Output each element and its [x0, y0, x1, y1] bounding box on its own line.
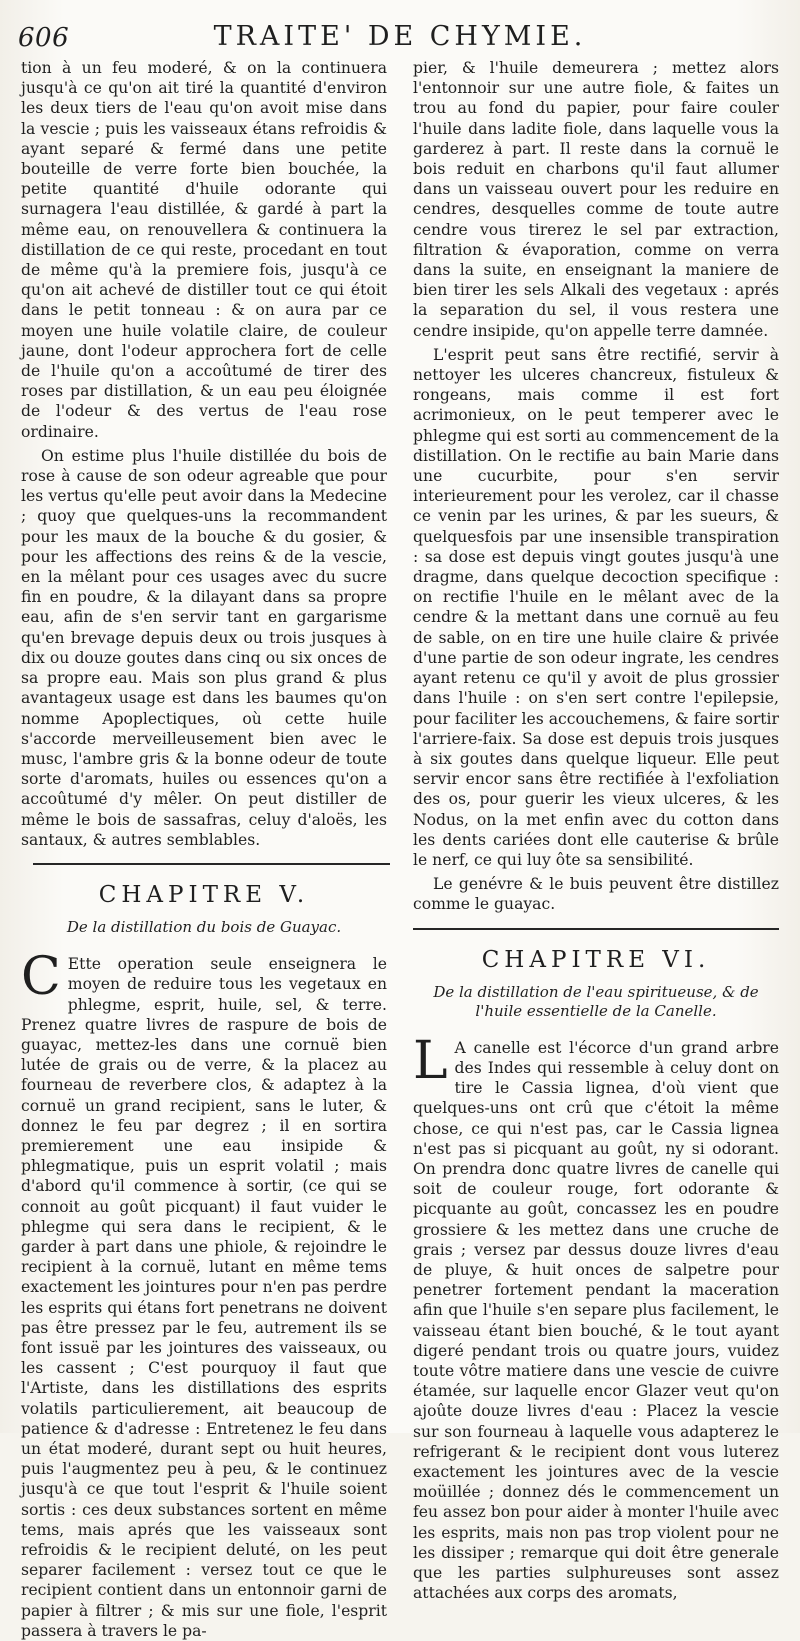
chapter-vi-subtitle: De la distillation de l'eau spiritueuse, & de l'huile essentielle de la Canelle.	[433, 982, 759, 1020]
chapter-v-subtitle: De la distillation du bois de Guayac.	[66, 918, 342, 937]
chapter-vi-text	[413, 1030, 779, 1604]
page-number: 606	[18, 23, 70, 53]
chapter-vi-paragraph: A canelle est l'écorce d'un grand arbre des Indes qui ressemble à celuy dont on tire le Cassia lignea, d'où vient que quelques-uns ont crû que c'étoit la même chose, ce qui n'est pas, car le Cassia lignea n'est pas si picquant au goût, ny si odorant. On prendra donc quatre livres de canelle qui soit de couleur rouge, fort odorante & picquante au goût, concassez les en poudre grossiere & les mettez dans une cruche de grais ; versez par dessus douze livres d'eau de pluye, & huit onces de salpetre pour penetrer fortement pendant la maceration afin que l'huile s'en separe plus facilement, le vaisseau étant bien bouché, & le tout ayant digeré pendant trois ou quatre jours, vuidez toute vôtre matiere dans une vescie de cuivre étamée, sur laquelle encor Glazer veut qu'on ajoûte douze livres d'eau : Placez la vescie sur son fourneau à laquelle vous adapterez le refrigerant & le recipient dont vous luterez exactement les jointures avec de la vescie moüillée ; donnez dés le commencement un feu assez bon pour aider à monter l'huile avec les esprits, mais non pas trop violent pour ne les dissiper ; remarque qui doit être generale que les parties sulphureuses sont assez attachées aux corps des aromats,	[413, 1038, 779, 1603]
dropcap-c: C	[21, 947, 61, 1008]
running-title: TRAITE' DE CHYMIE.	[213, 21, 587, 52]
left-column	[21, 58, 387, 1641]
chapter-v-title: CHAPITRE V.	[98, 881, 310, 908]
right-paragraph-3: Le genévre & le buis peuvent être distillez comme le guayac.	[413, 875, 779, 914]
chapter-rule-right	[413, 928, 779, 930]
right-paragraph-2: L'esprit peut sans être rectifié, servir à nettoyer les ulceres chancreux, fistuleux & rongeans, mais comme il est fort acrimonieux, on le peut temperer avec le phlegme qui est sorti au commencement de la distillation. On le rectifie au bain Marie dans une cucurbite, pour s'en servir interieurement pour les verolez, car il chasse ce venin par les urines, & par les sueurs, & quelquesfois par une insensible transpiration : sa dose est depuis vingt goutes jusqu'à une dragme, dans quelque decoction specifique : on rectifie l'huile en le mêlant avec de la cendre & la mettant dans une cornuë au feu de sable, on en tire une huile claire & privée d'une partie de son odeur ingrate, les cendres ayant retenu ce qu'il y avoit de plus grossier dans l'huile : on s'en sert contre l'epilepsie, pour faciliter les accouchemens, & faire sortir l'arriere-faix. Sa dose est depuis trois jusques à six goutes dans quelque liqueur. Elle peut servir encor sans être rectifiée à l'exfoliation des os, pour guerir les vieux ulceres, & les Nodus, on la met enfin avec du cotton dans les dents cariées dont elle cauterise & brûle le nerf, ce qui luy ôte sa sensibilité.	[413, 345, 779, 869]
right-column	[413, 58, 779, 1603]
left-paragraph-2: On estime plus l'huile distillée du bois de rose à cause de son odeur agreable que pour les vertus qu'elle peut avoir dans la Medecine ; quoy que quelques-uns la recommandent pour les maux de la bouche & du gosier, & pour les affections des reins & de la vescie, en la mêlant pour ces usages avec du sucre fin en poudre, & la dilayant dans sa propre eau, afin de s'en servir tant en gargarisme qu'en brevage depuis deux ou trois jusques à dix ou douze goutes dans cinq ou six onces de sa propre eau. Mais son plus grand & plus avantageux usage est dans les baumes qu'on nomme Apoplectiques, où cette huile s'accorde merveilleusement bien avec le musc, l'ambre gris & la bonne odeur de toute sorte d'aromats, huiles ou essences qu'on a accoûtumé d'y mêler. On peut distiller de même le bois de sassafras, celuy d'aloës, les santaux, & autres semblables.	[21, 446, 387, 849]
chapter-v-paragraph: Ette operation seule enseignera le moyen de reduire tous les vegetaux en phlegme, esprit, huile, sel, & terre. Prenez quatre livres de raspure de bois de guayac, mettez-les dans une cornuë bien lutée de grais ou de verre, & la placez au fourneau de reverbere clos, & adaptez à la cornuë un grand recipient, sans le luter, & donnez le feu par degrez ; il en sortira premierement une eau insipide & phlegmatique, puis un esprit volatil ; mais d'abord qu'il commence à sortir, (ce qui se connoit au goût picquant) il faut vuider le phlegme qui sera dans le recipient, & le garder à part dans une phiole, & rejoindre le recipient à la cornuë, lutant en même tems exactement les jointures pour n'en pas perdre les esprits qui étans fort penetrans ne doivent pas être pressez par le feu, autrement ils se font issuë par les jointures des vaisseaux, ou les cassent ; C'est pourquoy il faut que l'Artiste, dans les distillations des esprits volatils particulierement, ait beaucoup de patience & d'adresse : Entretenez le feu dans un état moderé, durant sept ou huit heures, puis l'augmentez peu à peu, & le continuez jusqu'à ce que tout l'esprit & l'huile soient sortis : ces deux substances sortent en même tems, mais aprés que les vaisseaux sont refroidis & le recipient deluté, on les peut separer facilement : versez tout ce que le recipient contient dans un entonnoir garni de papier à filtrer ; & mis sur une fiole, l'esprit passera à travers le pa-	[21, 955, 387, 1640]
chapter-v-text	[21, 947, 387, 1641]
right-paragraph-1: pier, & l'huile demeurera ; mettez alors l'entonnoir sur une autre fiole, & faites un trou au fond du papier, pour faire couler l'huile dans ladite fiole, dans laquelle vous la garderez à part. Il reste dans la cornuë le bois reduit en charbons qu'il faut allumer dans un vaisseau ouvert pour les reduire en cendres, desquelles comme de toute autre cendre vous tirerez le sel par extraction, filtration & évaporation, comme on verra dans la suite, en enseignant la maniere de bien tirer les sels Alkali des vegetaux : aprés la separation du sel, il vous restera une cendre insipide, qu'on appelle terre damnée.	[413, 59, 779, 340]
chapter-rule-left	[33, 863, 390, 865]
left-paragraph-1: tion à un feu moderé, & on la continuera jusqu'à ce qu'on ait tiré la quantité d'environ les deux tiers de l'eau qu'on avoit mise dans la vescie ; puis les vaisseaux étans refroidis & ayant separé & fermé dans une petite bouteille de verre forte bien bouchée, la petite quantité d'huile odorante qui surnagera l'eau distillée, & gardé à part la même eau, on renouvellera & continuera la distillation de ce qui reste, procedant en tout de même qu'à la premiere fois, jusqu'à ce qu'on ait achevé de distiller tout ce qui étoit dans le petit tonneau : & on aura par ce moyen une huile volatile claire, de couleur jaune, dont l'odeur approchera fort de celle de l'huile qu'on a accoûtumé de tirer des roses par distillation, & un eau peu éloignée de l'odeur & des vertus de l'eau rose ordinaire.	[21, 59, 387, 441]
dropcap-l: L	[413, 1030, 448, 1091]
chapter-vi-title: CHAPITRE VI.	[481, 946, 711, 973]
